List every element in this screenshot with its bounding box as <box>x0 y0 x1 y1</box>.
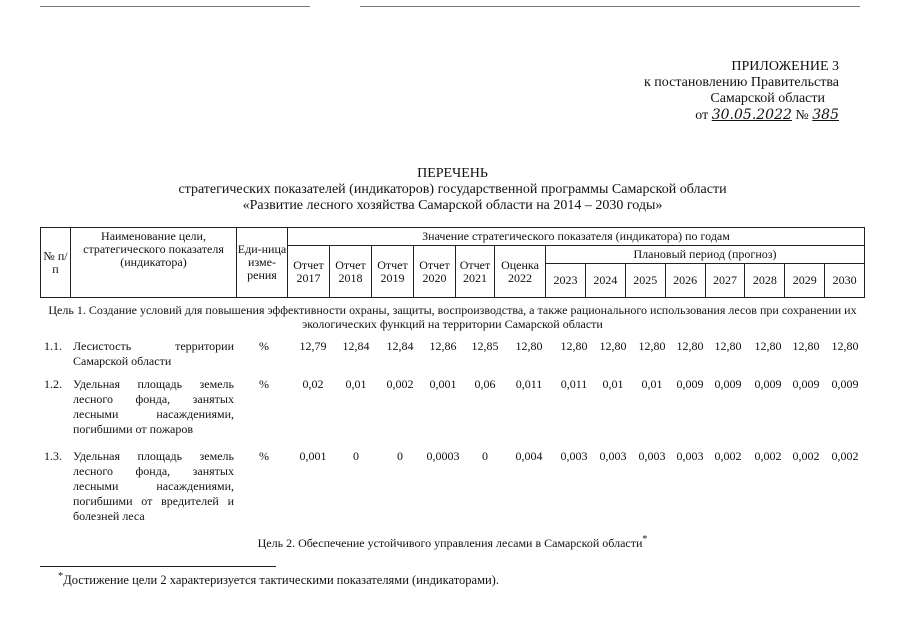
plan-title: Плановый период (прогноз) <box>546 246 865 264</box>
value-cell: 12,79 <box>299 339 327 353</box>
value-cell: 0,003 <box>599 449 627 463</box>
value-cell: 0,002 <box>714 449 742 463</box>
values-title: Значение стратегического показателя (индикатора) по годам <box>288 228 865 246</box>
value-cell: 12,86 <box>429 339 457 353</box>
value-cell: 0 <box>397 449 403 463</box>
col-num-header: № п/п <box>41 228 71 298</box>
value-cell: 0,002 <box>754 449 782 463</box>
value-cell: 12,80 <box>560 339 588 353</box>
value-cell: 0,01 <box>345 377 367 391</box>
value-cell: 0,06 <box>474 377 496 391</box>
value-cell: 0,009 <box>831 377 859 391</box>
value-cell: 12,80 <box>714 339 742 353</box>
goal-2: Цель 2. Обеспечение устойчивого управления лесами в Самарской области* <box>257 534 648 550</box>
row-unit: % <box>259 449 269 463</box>
year-2020-header: Отчет 2020 <box>414 246 456 298</box>
value-cell: 0,002 <box>831 449 859 463</box>
row-unit: % <box>259 377 269 391</box>
plan-year: 2024 <box>585 264 625 298</box>
footnote-separator <box>40 566 276 567</box>
value-cell: 0,001 <box>299 449 327 463</box>
appendix-line2: Самарской области <box>710 91 825 106</box>
appendix-block <box>619 59 839 124</box>
plan-year: 2026 <box>665 264 705 298</box>
indicator-table-header <box>40 227 865 298</box>
value-cell: 12,84 <box>386 339 414 353</box>
scan-line-right <box>360 6 860 7</box>
value-cell: 0 <box>353 449 359 463</box>
value-cell: 0,011 <box>515 377 543 391</box>
value-cell: 0,02 <box>302 377 324 391</box>
table-row <box>0 449 905 524</box>
row-name: Удельная площадь земель лесного фонда, занятых лесными насаждениями, погибшими от вредителей и болезней леса <box>73 449 234 523</box>
value-cell: 0,009 <box>792 377 820 391</box>
year-2022-header: Оценка 2022 <box>495 246 546 298</box>
plan-year: 2027 <box>705 264 745 298</box>
value-cell: 12,80 <box>599 339 627 353</box>
doc-subtitle-1: стратегических показателей (индикаторов) государственной программы Самарской области <box>178 182 727 197</box>
value-cell: 12,80 <box>515 339 543 353</box>
value-cell: 12,80 <box>831 339 859 353</box>
appendix-date-line: от 30.05.2022 № 385 <box>695 107 839 123</box>
scan-line-left <box>40 6 310 7</box>
value-cell: 12,84 <box>342 339 370 353</box>
doc-title: ПЕРЕЧЕНЬ <box>417 166 488 181</box>
year-2021-header: Отчет 2021 <box>456 246 495 298</box>
row-num: 1.1. <box>44 339 62 353</box>
table-row <box>0 339 905 369</box>
goal-1: Цель 1. Создание условий для повышения эффективности охраны, защиты, воспроизводства, а также рационального использования лесов при сохранении их экологических функций на территории Самарской области <box>48 303 857 331</box>
value-cell: 12,80 <box>754 339 782 353</box>
value-cell: 0,011 <box>560 377 588 391</box>
value-cell: 12,80 <box>792 339 820 353</box>
value-cell: 0,009 <box>714 377 742 391</box>
doc-subtitle-2: «Развитие лесного хозяйства Самарской области на 2014 – 2030 годы» <box>242 198 663 213</box>
value-cell: 0,0003 <box>426 449 460 463</box>
row-num: 1.3. <box>44 449 62 463</box>
footnote: *Достижение цели 2 характеризуется тактическими показателями (индикаторами). <box>58 571 499 588</box>
appendix-number: 385 <box>812 107 839 123</box>
value-cell: 12,80 <box>638 339 666 353</box>
appendix-date: 30.05.2022 <box>711 107 792 123</box>
value-cell: 0,004 <box>515 449 543 463</box>
value-cell: 12,85 <box>471 339 499 353</box>
appendix-title: ПРИЛОЖЕНИЕ 3 <box>731 59 839 74</box>
year-2017-header: Отчет 2017 <box>288 246 330 298</box>
value-cell: 0,003 <box>676 449 704 463</box>
value-cell: 0,009 <box>676 377 704 391</box>
row-num: 1.2. <box>44 377 62 391</box>
value-cell: 0,01 <box>602 377 624 391</box>
value-cell: 0,009 <box>754 377 782 391</box>
value-cell: 0,003 <box>560 449 588 463</box>
year-2018-header: Отчет 2018 <box>330 246 372 298</box>
plan-year: 2025 <box>625 264 665 298</box>
plan-year: 2030 <box>825 264 865 298</box>
value-cell: 0,002 <box>792 449 820 463</box>
value-cell: 12,80 <box>676 339 704 353</box>
row-name: Лесистость территории Самарской области <box>73 339 234 368</box>
plan-year: 2028 <box>745 264 785 298</box>
row-unit: % <box>259 339 269 353</box>
plan-year: 2023 <box>546 264 586 298</box>
col-unit-header: Еди-ница изме-рения <box>237 228 288 298</box>
year-2019-header: Отчет 2019 <box>372 246 414 298</box>
col-name-header: Наименование цели, стратегического показателя (индикатора) <box>71 228 237 298</box>
plan-year: 2029 <box>785 264 825 298</box>
value-cell: 0,002 <box>386 377 414 391</box>
appendix-line1: к постановлению Правительства <box>643 75 839 90</box>
table-row <box>0 377 905 437</box>
value-cell: 0,003 <box>638 449 666 463</box>
value-cell: 0,001 <box>429 377 457 391</box>
value-cell: 0 <box>482 449 488 463</box>
value-cell: 0,01 <box>641 377 663 391</box>
row-name: Удельная площадь земель лесного фонда, занятых лесными насаждениями, погибшими от пожаров <box>73 377 234 436</box>
